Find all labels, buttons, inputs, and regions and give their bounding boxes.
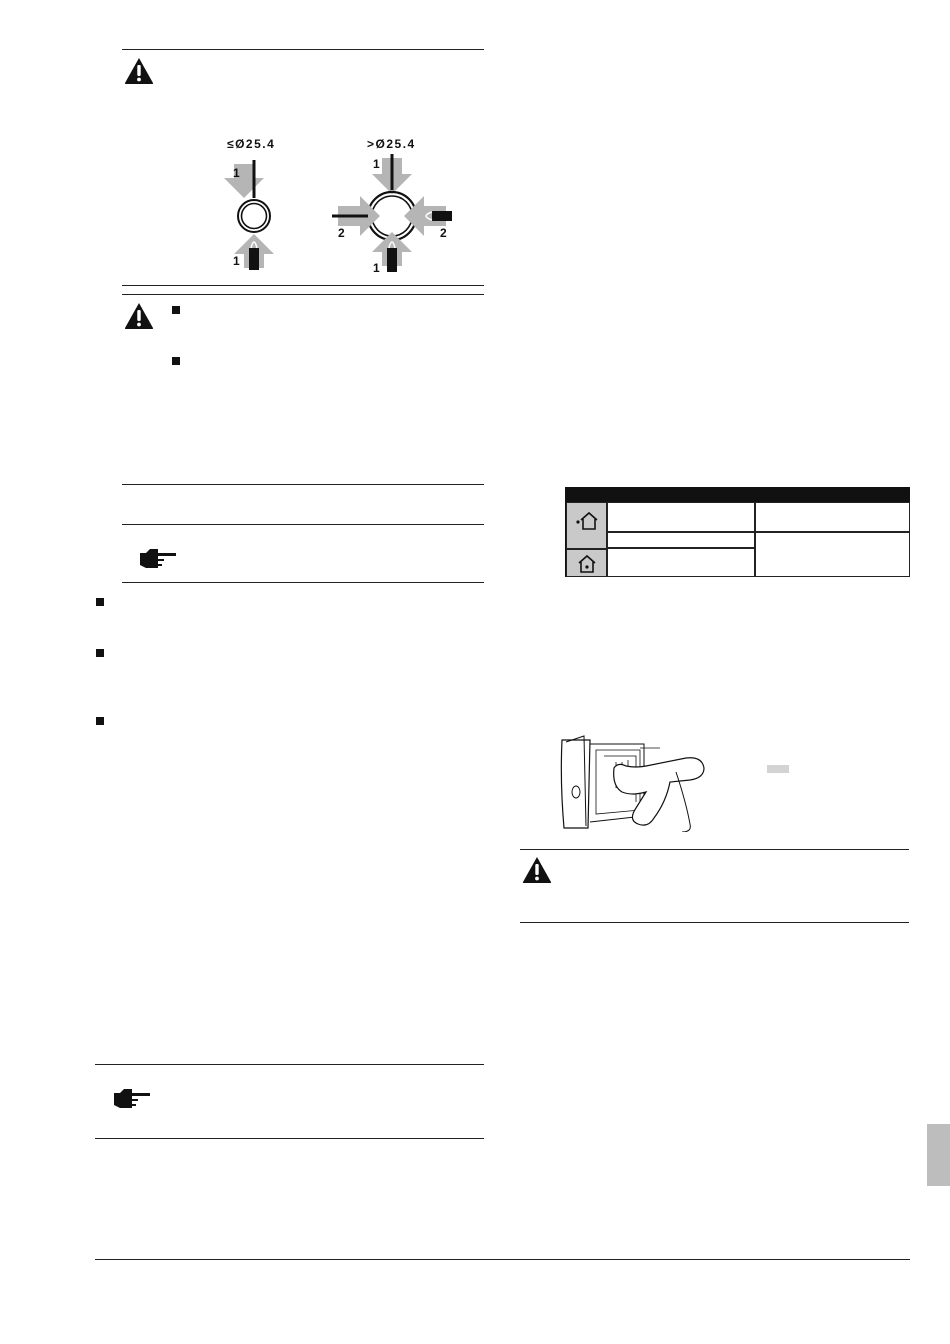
pointing-hand-note-icon [138,547,182,569]
table-header [566,488,909,502]
table-cell [607,548,755,577]
small-pipe-label: ≤Ø25.4 [227,137,276,151]
large-pipe-group [332,154,452,272]
table-cell [607,502,755,532]
large-step-right: 2 [440,226,447,240]
small-pipe-group [224,160,274,270]
bullet-marker [96,649,104,657]
chapter-side-tab [927,1124,950,1186]
footer-rule [95,1259,910,1260]
warning-triangle-icon [124,57,154,85]
warning3-top-rule [520,849,909,850]
section-rule [122,484,484,485]
note-top-rule [122,524,484,525]
house-indoor-icon [575,553,599,575]
large-step-top: 1 [373,157,380,171]
warning3-bottom-rule [520,922,909,923]
warning-triangle-icon [124,302,154,330]
note-bottom-rule [122,582,484,583]
bullet-marker [96,717,104,725]
table-cell [755,502,910,532]
configuration-table [565,487,910,577]
warning-triangle-icon [522,856,552,884]
note2-top-rule [95,1064,484,1065]
icon-cell-outdoor [566,502,607,549]
house-outdoor-icon [575,510,599,532]
note2-bottom-rule [95,1138,484,1139]
large-step-bottom: 1 [373,261,380,275]
large-step-left: 2 [338,226,345,240]
grey-marker-chip [767,765,789,773]
large-pipe-label: >Ø25.4 [367,137,416,151]
bullet-marker [172,357,180,365]
small-step-bottom: 1 [233,254,240,268]
table-cell [755,532,910,577]
table-cell [607,532,755,548]
small-step-top: 1 [233,166,240,180]
bullet-marker [172,306,180,314]
bullet-marker [96,598,104,606]
warning-bottom-rule [122,285,484,286]
warning-top-rule [122,49,484,50]
pointing-hand-note-icon [112,1087,156,1109]
warning2-top-rule [122,294,484,295]
pipe-flaring-diagram [220,150,470,278]
pipe-insulation-illustration [556,732,716,832]
icon-cell-indoor [566,549,607,577]
